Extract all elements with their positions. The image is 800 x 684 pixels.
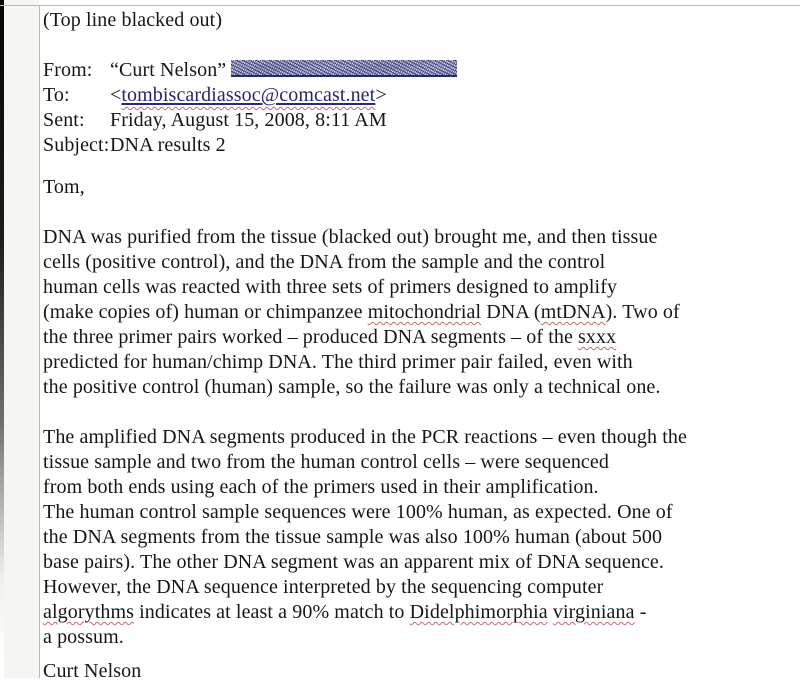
body-line — [43, 550, 792, 575]
to-label: To: — [43, 84, 70, 106]
to-close-bracket: > — [375, 84, 387, 106]
redacted-sender-email-block — [231, 60, 457, 77]
misspelled-word: mtDNA — [540, 301, 606, 323]
greeting: Tom, — [43, 176, 85, 198]
body-text-segment: The human control sample sequences were 100% human, as expected. One of — [43, 501, 673, 523]
body-text-segment: DNA ( — [481, 301, 541, 323]
body-text-segment: the DNA segments from the tissue sample was also 100% human (about 500 — [43, 526, 663, 548]
body-line — [43, 325, 792, 350]
body-text-segment: However, the DNA sequence interpreted by the sequencing computer — [43, 576, 604, 598]
misspelled-word: virginiana — [552, 601, 635, 623]
header-to-row — [43, 83, 792, 108]
subject-label: Subject: — [43, 134, 110, 156]
body-text-segment: tissue sample and two from the human control cells – were sequenced — [43, 451, 609, 473]
email-content — [43, 8, 792, 684]
header-from-row — [43, 58, 792, 83]
body-line — [43, 225, 792, 250]
body-line — [43, 500, 792, 525]
paragraph-2 — [43, 425, 792, 650]
body-text-segment: DNA was purified from the tissue (blacked out) brought me, and then tissue — [43, 226, 658, 248]
body-text-segment: base pairs). The other DNA segment was an apparent mix of DNA sequence. — [43, 551, 664, 573]
sent-value: Friday, August 15, 2008, 8:11 AM — [110, 109, 387, 131]
body-line — [43, 450, 792, 475]
document-top-border — [0, 5, 800, 6]
body-text-segment: - — [634, 601, 647, 623]
body-paragraphs — [43, 225, 792, 650]
body-line — [43, 525, 792, 550]
body-line — [43, 375, 792, 400]
page-gutter — [4, 0, 39, 678]
body-text-segment: The amplified DNA segments produced in the PCR reactions – even though the — [43, 426, 687, 448]
body-line — [43, 250, 792, 275]
to-email-text: tombiscardiassoc@comcast.net — [121, 84, 376, 106]
body-text-segment: human cells was reacted with three sets of primers designed to amplify — [43, 276, 618, 298]
signature: Curt Nelson — [43, 660, 142, 682]
to-open-bracket: < — [110, 84, 122, 106]
body-line — [43, 475, 792, 500]
body-text-segment: (make copies of) human or chimpanzee — [43, 301, 368, 323]
to-email-link[interactable] — [121, 84, 375, 106]
document-left-border — [39, 5, 40, 678]
body-text-segment: the three primer pairs worked – produced DNA segments – of the — [43, 326, 579, 348]
from-display-name: “Curt Nelson” — [110, 59, 227, 81]
body-text-segment: indicates at least a 90% match to — [134, 601, 410, 623]
sent-label: Sent: — [43, 109, 85, 131]
body-text-segment: a possum. — [43, 626, 124, 648]
body-line — [43, 600, 792, 625]
body-line — [43, 350, 792, 375]
body-line — [43, 575, 792, 600]
body-line — [43, 625, 792, 650]
body-line — [43, 425, 792, 450]
paragraph-1 — [43, 225, 792, 400]
body-text-segment: ). Two of — [605, 301, 680, 323]
body-line — [43, 275, 792, 300]
body-text-segment: cells (positive control), and the DNA from the sample and the control — [43, 251, 606, 273]
misspelled-word: mitochondrial — [367, 301, 482, 323]
misspelled-word: sxxx — [578, 326, 617, 348]
top-line-redaction-note: (Top line blacked out) — [43, 9, 223, 31]
subject-value: DNA results 2 — [110, 134, 226, 156]
misspelled-word: algorythms — [43, 601, 134, 623]
header-subject-row — [43, 133, 792, 158]
misspelled-word: Didelphimorphia — [409, 601, 548, 623]
header-sent-row — [43, 108, 792, 133]
body-text-segment: predicted for human/chimp DNA. The third primer pair failed, even with — [43, 351, 633, 373]
from-label: From: — [43, 59, 93, 81]
body-line — [43, 300, 792, 325]
body-text-segment: from both ends using each of the primers used in their amplification. — [43, 476, 599, 498]
body-text-segment: the positive control (human) sample, so the failure was only a technical one. — [43, 376, 661, 398]
